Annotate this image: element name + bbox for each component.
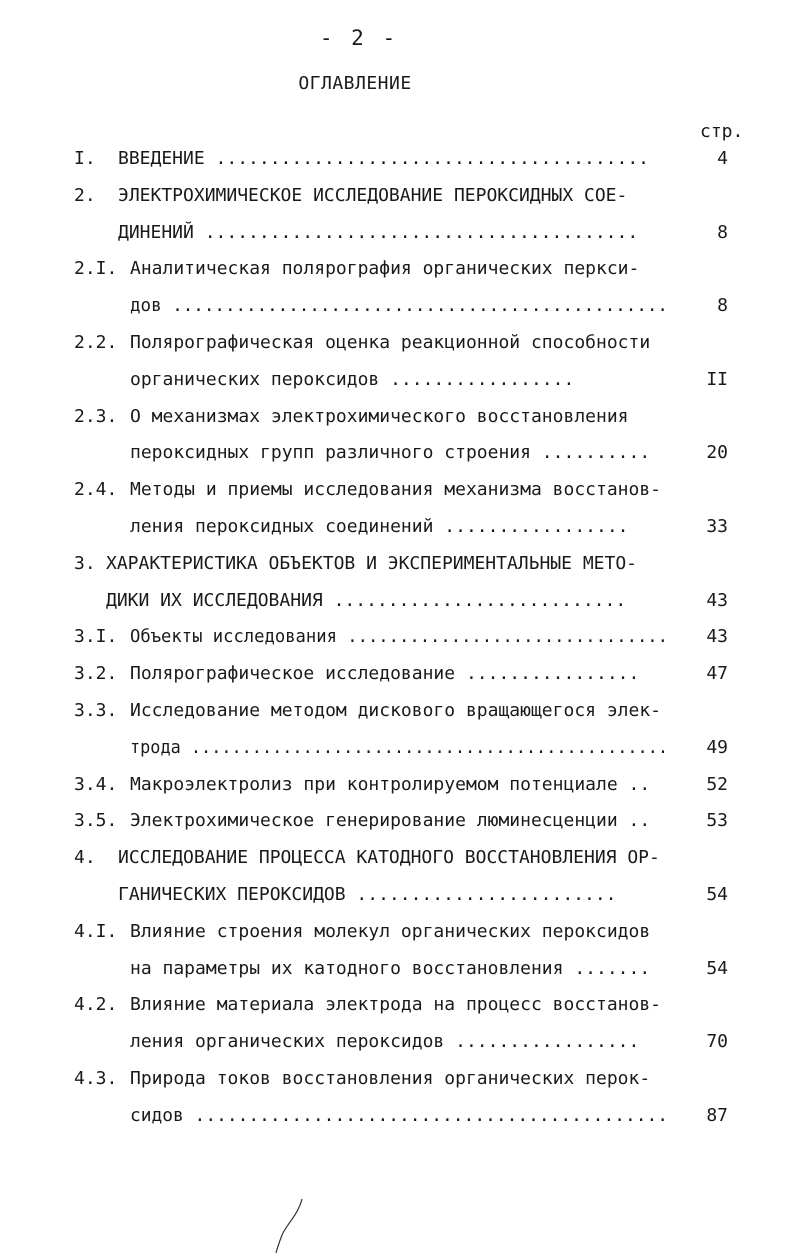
toc-page-number: 20 — [706, 442, 728, 464]
toc-entry-text: ления пероксидных соединений ................. — [130, 516, 629, 537]
toc-entry-text: Влияние материала электрода на процесс восстанов- — [130, 994, 662, 1016]
page-title: ОГЛАВЛЕНИЕ — [298, 73, 412, 94]
toc-page-number: 33 — [706, 516, 728, 537]
toc-entry-text: Макроэлектролиз при контролируемом потенциале .. — [130, 773, 651, 795]
toc-page-number: II — [706, 368, 728, 390]
toc-entry-text: Полярографическая оценка реакционной способности — [130, 332, 651, 353]
pen-stroke-mark — [268, 1195, 308, 1255]
toc-page-number: 54 — [706, 957, 728, 979]
toc-entry-text: Объекты исследования ............................... — [130, 626, 669, 648]
toc-entry-number: 3.I. — [74, 626, 118, 648]
toc-page-number: 70 — [706, 1031, 728, 1053]
toc-entry-text: Электрохимическое генерирование люминесценции .. — [130, 810, 651, 832]
toc-entry-text: ИССЛЕДОВАНИЕ ПРОЦЕССА КАТОДНОГО ВОССТАНОВЛЕНИЯ ОР- — [118, 847, 660, 869]
toc-entry-text: Влияние строения молекул органических пероксидов — [130, 920, 651, 942]
toc-page-number: 87 — [706, 1104, 728, 1126]
toc-entry-number: 2.4. — [74, 479, 118, 501]
toc-page-number: 49 — [706, 736, 728, 758]
toc-entry-number: 4.3. — [74, 1068, 118, 1089]
toc-page-number: 53 — [706, 810, 728, 832]
toc-entry-number: 2.2. — [74, 332, 118, 353]
toc-entry-text: пероксидных групп различного строения .......... — [130, 442, 651, 464]
toc-page-number: 43 — [706, 626, 728, 648]
toc-page-number: 8 — [717, 295, 728, 317]
toc-entry-text: ВВЕДЕНИЕ ........................................ — [118, 148, 650, 169]
toc-page-number: 52 — [706, 773, 728, 795]
toc-entry-text: Природа токов восстановления органических перок- — [130, 1068, 651, 1089]
toc-entry-text: ДИКИ ИХ ИССЛЕДОВАНИЯ ........................... — [106, 589, 627, 611]
toc-entry-text: органических пероксидов ................. — [130, 368, 575, 390]
toc-entry-text: ления органических пероксидов ................. — [130, 1031, 640, 1053]
toc-page-number: 8 — [717, 221, 728, 243]
toc-page-number: 47 — [706, 663, 728, 685]
toc-entry-text: Аналитическая полярография органических перкси- — [130, 258, 640, 280]
toc-entry-text: ДИНЕНИЙ ........................................ — [118, 221, 639, 243]
toc-entry-text: трода ............................................... — [130, 736, 669, 758]
toc-entry-text: О механизмах электрохимического восстановления — [130, 405, 629, 427]
toc-entry-number: 2.3. — [74, 405, 118, 427]
toc-entry-text: ХАРАКТЕРИСТИКА ОБЪЕКТОВ И ЭКСПЕРИМЕНТАЛЬНЫЕ МЕТО- — [106, 552, 638, 574]
toc-entry-text: ЭЛЕКТРОХИМИЧЕСКОЕ ИССЛЕДОВАНИЕ ПЕРОКСИДНЫХ СОЕ- — [118, 184, 628, 206]
toc-page-number: 54 — [706, 884, 728, 905]
toc-entry-number: 4.I. — [74, 920, 118, 942]
toc-entry-text: Полярографическое исследование ................ — [130, 663, 640, 685]
toc-entry-text: дов ............................................... — [130, 295, 668, 317]
page-column-label: стр. — [700, 121, 744, 142]
toc-entry-number: 3.4. — [74, 773, 118, 795]
toc-entry-number: 2. — [74, 184, 96, 206]
toc-entry-number: I. — [74, 148, 96, 169]
toc-entry-text: Методы и приемы исследования механизма восстанов- — [130, 479, 662, 501]
toc-entry-number: 3.2. — [74, 663, 118, 685]
toc-entry-text: сидов ............................................ — [130, 1104, 669, 1126]
toc-entry-text: Исследование методом дискового вращающегося элек- — [130, 700, 662, 721]
toc-entry-number: 4.2. — [74, 994, 118, 1016]
toc-entry-number: 3. — [74, 552, 96, 574]
toc-entry-number: 3.5. — [74, 810, 118, 832]
toc-page-number: 43 — [706, 589, 728, 611]
toc-page-number: 4 — [717, 148, 728, 169]
page-number: - 2 - — [319, 26, 399, 50]
toc-entry-text: ГАНИЧЕСКИХ ПЕРОКСИДОВ ........................ — [118, 884, 617, 905]
toc-entry-number: 3.3. — [74, 700, 118, 721]
toc-entry-number: 2.I. — [74, 258, 118, 280]
toc-entry-text: на параметры их катодного восстановления ....... — [130, 957, 651, 979]
toc-entry-number: 4. — [74, 847, 96, 869]
